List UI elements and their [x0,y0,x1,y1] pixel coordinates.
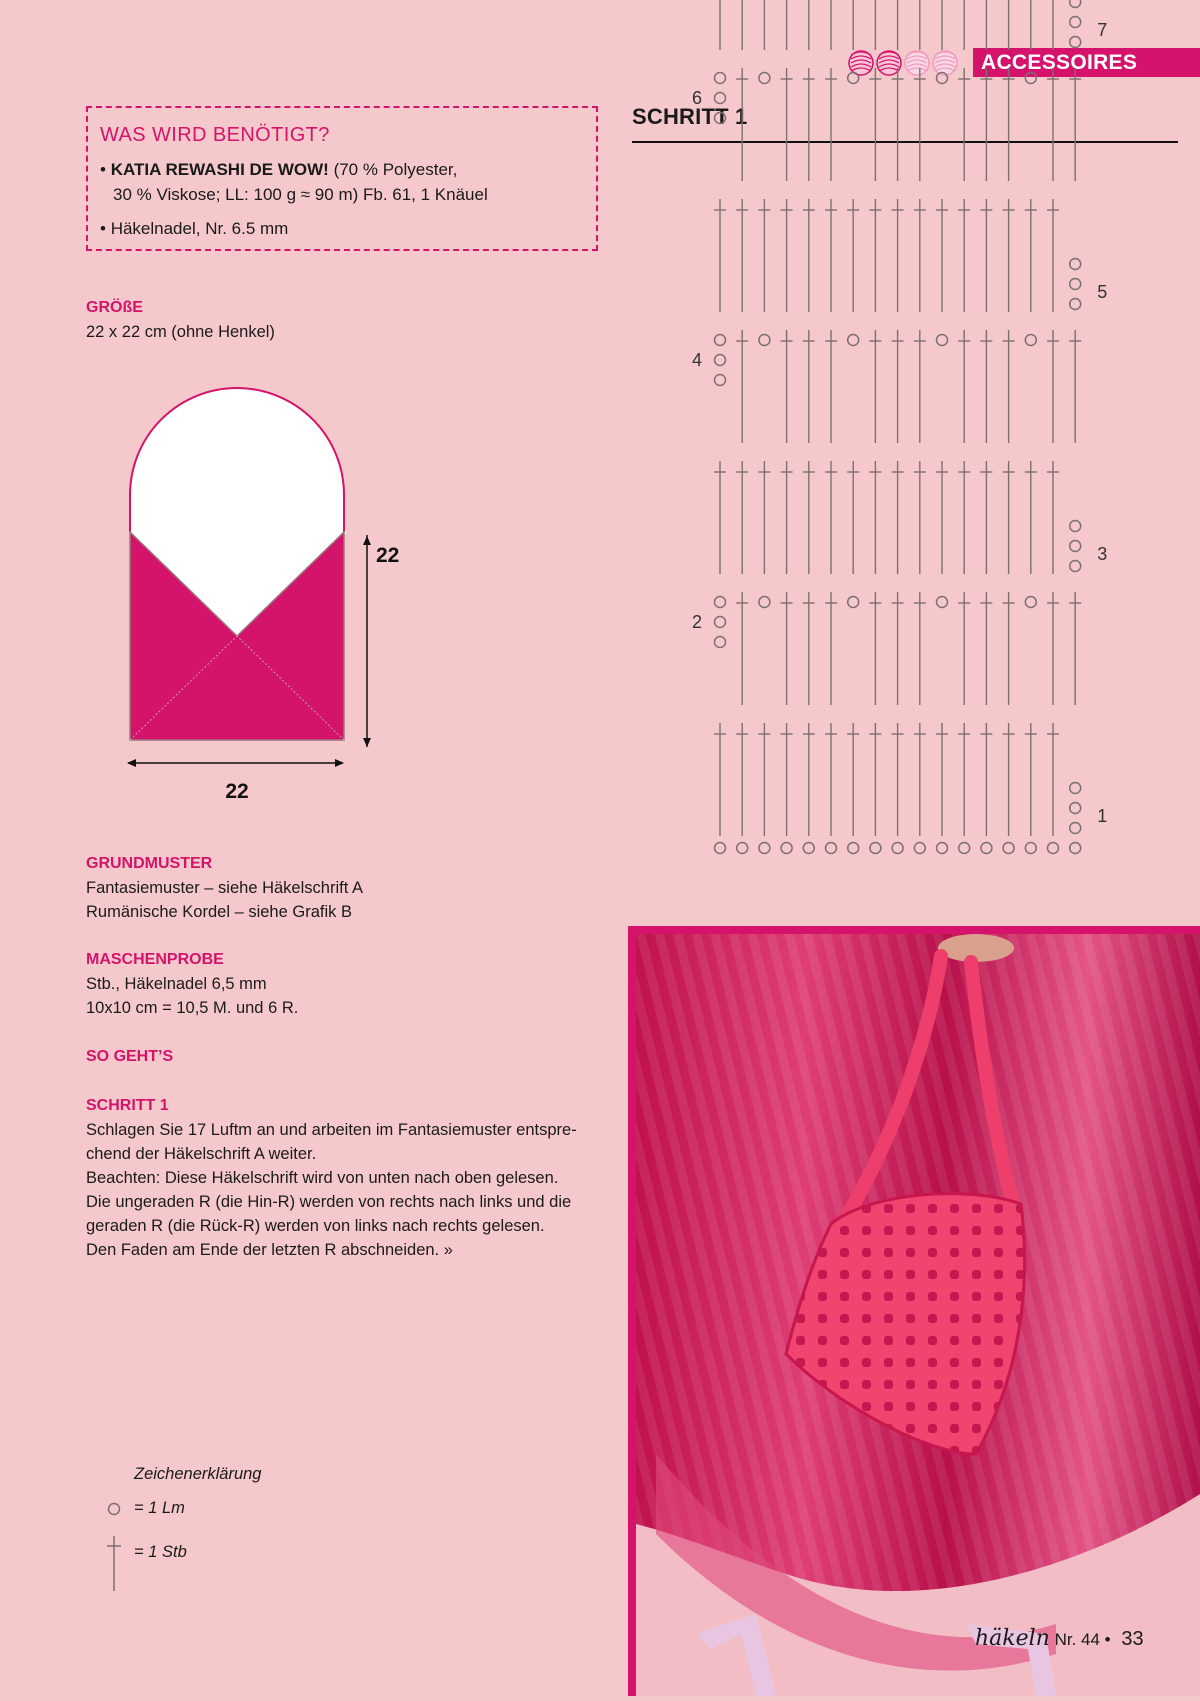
chain-stitch [1025,335,1036,346]
bag-handle-outline [130,388,344,532]
step1-line: Die ungeraden R (die Hin-R) werden von rechts nach links und die [86,1193,572,1211]
arrow-left-icon [127,759,136,767]
step1-title: SCHRITT 1 [86,1097,169,1114]
chain-stitch [737,843,748,854]
chain-stitch [781,843,792,854]
legend-dc: = 1 Stb [134,1543,187,1561]
size-text: 22 x 22 cm (ohne Henkel) [86,323,275,341]
size-title: GRÖßE [86,299,143,316]
chain-stitch [848,335,859,346]
gauge-title: MASCHENPROBE [86,951,224,968]
gauge-line-1: Stb., Häkelnadel 6,5 mm [86,975,267,993]
legend-chain: = 1 Lm [134,1499,185,1517]
chain-stitch [937,843,948,854]
chain-stitch [892,843,903,854]
row-number-label: 5 [1097,282,1108,302]
chain-stitch [759,335,770,346]
page-footer [975,1626,1144,1651]
turning-chain [1070,299,1081,310]
arrow-right-icon [335,759,344,767]
chain-stitch [1025,843,1036,854]
turning-chain [715,355,726,366]
turning-chain [1070,803,1081,814]
category-label: ACCESSOIRES [981,51,1138,74]
chain-stitch [848,597,859,608]
legend-title: Zeichenerklärung [134,1465,262,1483]
gauge-section [86,948,298,1020]
turning-chain [715,597,726,608]
footer-dot-icon: • [1099,1630,1111,1649]
chain-stitch [937,335,948,346]
step1-section [86,1094,626,1262]
chain-stitch [803,843,814,854]
chain-stitch [759,843,770,854]
issue-number: Nr. 44 [1054,1630,1100,1649]
materials-hook-item [100,216,584,241]
howto-section [86,1045,173,1069]
turning-chain [715,73,726,84]
size-section [86,296,275,344]
chain-stitch [826,843,837,854]
materials-title: WAS WIRD BENÖTIGT? [100,124,330,146]
row-number-label: 7 [1097,20,1108,40]
pattern-line-1: Fantasiemuster – siehe Häkelschrift A [86,879,363,897]
chain-stitch [959,843,970,854]
bullet: • [100,160,106,179]
chain-stitch [1025,597,1036,608]
chain-stitch [759,597,770,608]
chain-stitch-icon [109,1504,120,1515]
chain-stitch [759,73,770,84]
chain-stitch [937,597,948,608]
step1-line: geraden R (die Rück-R) werden von links nach rechts gelesen. [86,1217,545,1235]
turning-chain [1070,279,1081,290]
chain-stitch [1003,843,1014,854]
step1-line: Schlagen Sie 17 Luftm an und arbeiten im Fantasiemuster entspre- [86,1121,577,1139]
bullet: • [100,219,106,238]
chart-title-rule [632,141,1178,143]
chart-step-title: SCHRITT 1 [632,104,748,129]
hook-text: Häkelnadel, Nr. 6.5 mm [110,219,289,238]
row-number-label: 6 [691,88,702,108]
turning-chain [715,93,726,104]
pattern-title: GRUNDMUSTER [86,855,213,872]
step1-line: Den Faden am Ende der letzten R abschneiden. » [86,1241,453,1259]
yarn-details-2: 30 % Viskose; LL: 100 g ≈ 90 m) Fb. 61, 1 Knäuel [113,185,488,204]
turning-chain [1070,0,1081,8]
yarn-details-1: (70 % Polyester, [328,160,458,179]
materials-yarn-item [100,157,584,207]
row-number-label: 4 [691,350,702,370]
magazine-brand: häkeln [975,1626,1050,1651]
chain-stitch [1048,843,1059,854]
turning-chain [1070,561,1081,572]
turning-chain [1070,37,1081,48]
turning-chain [1070,259,1081,270]
width-dimension-label: 22 [225,780,249,803]
height-dimension-label: 22 [376,544,400,567]
turning-chain [1070,521,1081,532]
arrow-down-icon [363,738,371,747]
arrow-up-icon [363,536,371,545]
chain-stitch [848,843,859,854]
bag-schematic [110,375,430,815]
turning-chain [715,617,726,628]
legend-symbols [104,1496,128,1596]
chain-stitch [870,843,881,854]
category-tab [973,48,1200,77]
howto-title: SO GEHT’S [86,1048,174,1065]
chain-stitch [715,843,726,854]
turning-chain [1070,823,1081,834]
row-number-label: 3 [1097,544,1108,564]
turning-chain [715,375,726,386]
chain-stitch [981,843,992,854]
turning-chain [1070,541,1081,552]
materials-box [86,106,598,251]
bag-photo [636,934,1200,1696]
turning-chain [1070,783,1081,794]
row-number-label: 1 [1097,806,1108,826]
turning-chain [1070,17,1081,28]
chain-stitch [914,843,925,854]
gauge-line-2: 10x10 cm = 10,5 M. und 6 R. [86,999,299,1017]
yarn-name: KATIA REWASHI DE WOW! [110,160,329,179]
turning-chain [715,335,726,346]
turning-chain [715,637,726,648]
step1-line: chend der Häkelschrift A weiter. [86,1145,317,1163]
pattern-line-2: Rumänische Kordel – siehe Grafik B [86,903,352,921]
row-number-label: 2 [691,612,702,632]
pattern-section [86,852,363,924]
model-with-bag-image [636,934,1200,1696]
difficulty-yarn-balls-icon [848,50,963,76]
step1-line: Beachten: Diese Häkelschrift wird von unten nach oben gelesen. [86,1169,559,1187]
page-number: 33 [1121,1628,1144,1650]
chain-stitch [1070,843,1081,854]
